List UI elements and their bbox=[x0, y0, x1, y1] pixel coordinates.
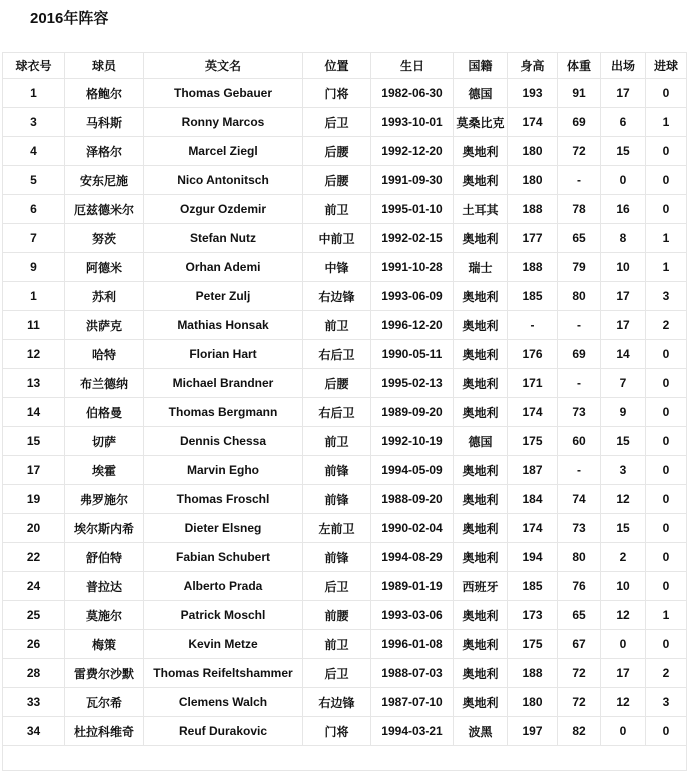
cell-birthday: 1988-09-20 bbox=[371, 485, 454, 514]
cell-jersey-number: 1 bbox=[3, 79, 65, 108]
cell-weight: 69 bbox=[558, 108, 601, 137]
cell-player-name-cn: 瓦尔希 bbox=[65, 688, 144, 717]
table-row bbox=[3, 601, 687, 630]
cell-weight: - bbox=[558, 369, 601, 398]
cell-player-name-cn: 杜拉科维奇 bbox=[65, 717, 144, 746]
cell-position: 右后卫 bbox=[303, 398, 371, 427]
cell-birthday: 1992-10-19 bbox=[371, 427, 454, 456]
cell-appearances: 3 bbox=[601, 456, 646, 485]
cell-goals: 3 bbox=[646, 688, 687, 717]
cell-appearances: 12 bbox=[601, 601, 646, 630]
table-row bbox=[3, 79, 687, 108]
cell-position: 中前卫 bbox=[303, 224, 371, 253]
cell-player-name-cn: 弗罗施尔 bbox=[65, 485, 144, 514]
cell-player-name-cn: 切萨 bbox=[65, 427, 144, 456]
cell-height: 180 bbox=[508, 137, 558, 166]
table-row bbox=[3, 543, 687, 572]
cell-appearances: 17 bbox=[601, 659, 646, 688]
roster-table-body bbox=[3, 79, 687, 746]
cell-nationality: 奥地利 bbox=[454, 166, 508, 195]
table-row bbox=[3, 717, 687, 746]
roster-table-head bbox=[3, 53, 687, 79]
cell-nationality: 奥地利 bbox=[454, 688, 508, 717]
cell-player-name-en: Ronny Marcos bbox=[144, 108, 303, 137]
cell-goals: 0 bbox=[646, 543, 687, 572]
cell-jersey-number: 9 bbox=[3, 253, 65, 282]
cell-goals: 0 bbox=[646, 137, 687, 166]
cell-birthday: 1995-02-13 bbox=[371, 369, 454, 398]
cell-player-name-cn: 埃霍 bbox=[65, 456, 144, 485]
cell-birthday: 1988-07-03 bbox=[371, 659, 454, 688]
table-row bbox=[3, 195, 687, 224]
cell-weight: 91 bbox=[558, 79, 601, 108]
cell-nationality: 奥地利 bbox=[454, 601, 508, 630]
cell-birthday: 1996-12-20 bbox=[371, 311, 454, 340]
column-header-weight: 体重 bbox=[558, 53, 601, 79]
cell-position: 门将 bbox=[303, 79, 371, 108]
cell-player-name-en: Stefan Nutz bbox=[144, 224, 303, 253]
cell-height: 185 bbox=[508, 282, 558, 311]
cell-player-name-cn: 舒伯特 bbox=[65, 543, 144, 572]
cell-goals: 0 bbox=[646, 427, 687, 456]
table-row bbox=[3, 485, 687, 514]
cell-jersey-number: 34 bbox=[3, 717, 65, 746]
table-row bbox=[3, 688, 687, 717]
cell-player-name-en: Orhan Ademi bbox=[144, 253, 303, 282]
table-row bbox=[3, 224, 687, 253]
cell-appearances: 6 bbox=[601, 108, 646, 137]
cell-nationality: 西班牙 bbox=[454, 572, 508, 601]
cell-height: 194 bbox=[508, 543, 558, 572]
cell-player-name-cn: 梅策 bbox=[65, 630, 144, 659]
cell-weight: - bbox=[558, 166, 601, 195]
cell-appearances: 15 bbox=[601, 137, 646, 166]
cell-goals: 2 bbox=[646, 659, 687, 688]
cell-height: 188 bbox=[508, 253, 558, 282]
cell-appearances: 0 bbox=[601, 717, 646, 746]
cell-player-name-en: Michael Brandner bbox=[144, 369, 303, 398]
cell-player-name-cn: 布兰德纳 bbox=[65, 369, 144, 398]
cell-position: 前卫 bbox=[303, 195, 371, 224]
cell-position: 门将 bbox=[303, 717, 371, 746]
cell-goals: 0 bbox=[646, 630, 687, 659]
column-header-player-name-cn: 球员 bbox=[65, 53, 144, 79]
cell-height: 188 bbox=[508, 195, 558, 224]
cell-player-name-cn: 泽格尔 bbox=[65, 137, 144, 166]
cell-position: 后腰 bbox=[303, 166, 371, 195]
cell-height: 175 bbox=[508, 630, 558, 659]
cell-player-name-cn: 莫施尔 bbox=[65, 601, 144, 630]
cell-birthday: 1996-01-08 bbox=[371, 630, 454, 659]
cell-height: 188 bbox=[508, 659, 558, 688]
cell-jersey-number: 26 bbox=[3, 630, 65, 659]
cell-jersey-number: 14 bbox=[3, 398, 65, 427]
cell-jersey-number: 20 bbox=[3, 514, 65, 543]
column-header-position: 位置 bbox=[303, 53, 371, 79]
cell-height: 187 bbox=[508, 456, 558, 485]
table-row bbox=[3, 108, 687, 137]
cell-jersey-number: 13 bbox=[3, 369, 65, 398]
cell-player-name-en: Thomas Gebauer bbox=[144, 79, 303, 108]
cell-nationality: 波黑 bbox=[454, 717, 508, 746]
cell-position: 中锋 bbox=[303, 253, 371, 282]
cell-height: 180 bbox=[508, 166, 558, 195]
cell-goals: 0 bbox=[646, 514, 687, 543]
table-row bbox=[3, 659, 687, 688]
cell-appearances: 15 bbox=[601, 514, 646, 543]
cell-appearances: 14 bbox=[601, 340, 646, 369]
cell-height: 175 bbox=[508, 427, 558, 456]
cell-height: 171 bbox=[508, 369, 558, 398]
cell-player-name-cn: 厄兹德米尔 bbox=[65, 195, 144, 224]
table-row bbox=[3, 369, 687, 398]
cell-position: 右边锋 bbox=[303, 688, 371, 717]
cell-birthday: 1994-05-09 bbox=[371, 456, 454, 485]
table-row bbox=[3, 282, 687, 311]
cell-height: 174 bbox=[508, 398, 558, 427]
cell-player-name-en: Peter Zulj bbox=[144, 282, 303, 311]
cell-player-name-en: Florian Hart bbox=[144, 340, 303, 369]
cell-jersey-number: 1 bbox=[3, 282, 65, 311]
cell-player-name-en: Ozgur Ozdemir bbox=[144, 195, 303, 224]
cell-height: 180 bbox=[508, 688, 558, 717]
cell-birthday: 1991-10-28 bbox=[371, 253, 454, 282]
cell-height: 176 bbox=[508, 340, 558, 369]
cell-position: 前锋 bbox=[303, 543, 371, 572]
cell-player-name-en: Thomas Bergmann bbox=[144, 398, 303, 427]
cell-height: 174 bbox=[508, 108, 558, 137]
cell-nationality: 奥地利 bbox=[454, 659, 508, 688]
cell-height: 184 bbox=[508, 485, 558, 514]
cell-nationality: 奥地利 bbox=[454, 398, 508, 427]
cell-goals: 1 bbox=[646, 601, 687, 630]
cell-jersey-number: 11 bbox=[3, 311, 65, 340]
cell-player-name-en: Patrick Moschl bbox=[144, 601, 303, 630]
cell-weight: 76 bbox=[558, 572, 601, 601]
cell-goals: 0 bbox=[646, 195, 687, 224]
empty-footer-cell bbox=[3, 746, 687, 771]
cell-jersey-number: 28 bbox=[3, 659, 65, 688]
cell-player-name-en: Alberto Prada bbox=[144, 572, 303, 601]
cell-player-name-en: Marcel Ziegl bbox=[144, 137, 303, 166]
cell-jersey-number: 3 bbox=[3, 108, 65, 137]
cell-player-name-cn: 伯格曼 bbox=[65, 398, 144, 427]
cell-weight: 67 bbox=[558, 630, 601, 659]
cell-weight: - bbox=[558, 456, 601, 485]
cell-jersey-number: 22 bbox=[3, 543, 65, 572]
cell-goals: 1 bbox=[646, 253, 687, 282]
cell-birthday: 1994-08-29 bbox=[371, 543, 454, 572]
cell-height: 185 bbox=[508, 572, 558, 601]
cell-nationality: 德国 bbox=[454, 79, 508, 108]
roster-table bbox=[2, 52, 687, 771]
cell-weight: 72 bbox=[558, 688, 601, 717]
cell-height: 197 bbox=[508, 717, 558, 746]
cell-jersey-number: 12 bbox=[3, 340, 65, 369]
cell-player-name-cn: 普拉达 bbox=[65, 572, 144, 601]
cell-appearances: 15 bbox=[601, 427, 646, 456]
cell-goals: 0 bbox=[646, 398, 687, 427]
cell-weight: 69 bbox=[558, 340, 601, 369]
cell-player-name-en: Fabian Schubert bbox=[144, 543, 303, 572]
cell-goals: 0 bbox=[646, 456, 687, 485]
cell-player-name-en: Reuf Durakovic bbox=[144, 717, 303, 746]
cell-position: 右后卫 bbox=[303, 340, 371, 369]
cell-appearances: 10 bbox=[601, 572, 646, 601]
cell-appearances: 10 bbox=[601, 253, 646, 282]
cell-birthday: 1994-03-21 bbox=[371, 717, 454, 746]
cell-birthday: 1990-05-11 bbox=[371, 340, 454, 369]
cell-player-name-en: Nico Antonitsch bbox=[144, 166, 303, 195]
cell-player-name-en: Thomas Froschl bbox=[144, 485, 303, 514]
cell-appearances: 2 bbox=[601, 543, 646, 572]
cell-birthday: 1995-01-10 bbox=[371, 195, 454, 224]
cell-jersey-number: 33 bbox=[3, 688, 65, 717]
cell-birthday: 1989-09-20 bbox=[371, 398, 454, 427]
cell-player-name-en: Kevin Metze bbox=[144, 630, 303, 659]
cell-appearances: 17 bbox=[601, 282, 646, 311]
cell-appearances: 17 bbox=[601, 79, 646, 108]
cell-nationality: 奥地利 bbox=[454, 543, 508, 572]
cell-goals: 0 bbox=[646, 166, 687, 195]
table-row bbox=[3, 340, 687, 369]
cell-nationality: 奥地利 bbox=[454, 137, 508, 166]
table-row bbox=[3, 137, 687, 166]
cell-position: 右边锋 bbox=[303, 282, 371, 311]
cell-player-name-cn: 洪萨克 bbox=[65, 311, 144, 340]
cell-position: 后卫 bbox=[303, 108, 371, 137]
cell-weight: 73 bbox=[558, 514, 601, 543]
cell-weight: 80 bbox=[558, 543, 601, 572]
cell-player-name-en: Thomas Reifeltshammer bbox=[144, 659, 303, 688]
cell-weight: 72 bbox=[558, 137, 601, 166]
table-row bbox=[3, 253, 687, 282]
cell-weight: 65 bbox=[558, 601, 601, 630]
cell-nationality: 瑞士 bbox=[454, 253, 508, 282]
cell-weight: 60 bbox=[558, 427, 601, 456]
cell-goals: 0 bbox=[646, 79, 687, 108]
cell-jersey-number: 4 bbox=[3, 137, 65, 166]
cell-appearances: 0 bbox=[601, 630, 646, 659]
cell-position: 前锋 bbox=[303, 456, 371, 485]
cell-weight: - bbox=[558, 311, 601, 340]
cell-appearances: 12 bbox=[601, 688, 646, 717]
cell-nationality: 奥地利 bbox=[454, 485, 508, 514]
cell-player-name-en: Clemens Walch bbox=[144, 688, 303, 717]
table-row bbox=[3, 398, 687, 427]
cell-jersey-number: 6 bbox=[3, 195, 65, 224]
cell-jersey-number: 15 bbox=[3, 427, 65, 456]
cell-jersey-number: 24 bbox=[3, 572, 65, 601]
cell-goals: 2 bbox=[646, 311, 687, 340]
cell-player-name-cn: 埃尔斯内希 bbox=[65, 514, 144, 543]
cell-birthday: 1982-06-30 bbox=[371, 79, 454, 108]
cell-nationality: 莫桑比克 bbox=[454, 108, 508, 137]
cell-player-name-en: Dennis Chessa bbox=[144, 427, 303, 456]
column-header-jersey-number: 球衣号 bbox=[3, 53, 65, 79]
cell-weight: 79 bbox=[558, 253, 601, 282]
cell-player-name-en: Mathias Honsak bbox=[144, 311, 303, 340]
cell-position: 左前卫 bbox=[303, 514, 371, 543]
cell-position: 后腰 bbox=[303, 137, 371, 166]
cell-player-name-cn: 马科斯 bbox=[65, 108, 144, 137]
cell-position: 前卫 bbox=[303, 311, 371, 340]
cell-goals: 0 bbox=[646, 572, 687, 601]
table-row bbox=[3, 456, 687, 485]
cell-weight: 80 bbox=[558, 282, 601, 311]
cell-nationality: 德国 bbox=[454, 427, 508, 456]
cell-goals: 3 bbox=[646, 282, 687, 311]
cell-player-name-cn: 苏利 bbox=[65, 282, 144, 311]
cell-weight: 74 bbox=[558, 485, 601, 514]
cell-jersey-number: 5 bbox=[3, 166, 65, 195]
cell-appearances: 17 bbox=[601, 311, 646, 340]
column-header-appearances: 出场 bbox=[601, 53, 646, 79]
cell-player-name-cn: 努茨 bbox=[65, 224, 144, 253]
cell-nationality: 奥地利 bbox=[454, 514, 508, 543]
column-header-player-name-en: 英文名 bbox=[144, 53, 303, 79]
cell-height: 174 bbox=[508, 514, 558, 543]
cell-jersey-number: 17 bbox=[3, 456, 65, 485]
roster-table-foot bbox=[3, 746, 687, 771]
cell-height: 177 bbox=[508, 224, 558, 253]
cell-goals: 1 bbox=[646, 224, 687, 253]
cell-nationality: 奥地利 bbox=[454, 224, 508, 253]
cell-weight: 65 bbox=[558, 224, 601, 253]
table-row bbox=[3, 514, 687, 543]
cell-birthday: 1993-06-09 bbox=[371, 282, 454, 311]
cell-position: 前卫 bbox=[303, 630, 371, 659]
table-row bbox=[3, 427, 687, 456]
column-header-nationality: 国籍 bbox=[454, 53, 508, 79]
cell-nationality: 土耳其 bbox=[454, 195, 508, 224]
cell-goals: 0 bbox=[646, 717, 687, 746]
cell-weight: 78 bbox=[558, 195, 601, 224]
cell-nationality: 奥地利 bbox=[454, 369, 508, 398]
cell-birthday: 1987-07-10 bbox=[371, 688, 454, 717]
cell-nationality: 奥地利 bbox=[454, 630, 508, 659]
table-row bbox=[3, 630, 687, 659]
cell-appearances: 9 bbox=[601, 398, 646, 427]
cell-goals: 0 bbox=[646, 485, 687, 514]
cell-player-name-cn: 格鲍尔 bbox=[65, 79, 144, 108]
table-row bbox=[3, 572, 687, 601]
cell-birthday: 1992-02-15 bbox=[371, 224, 454, 253]
cell-jersey-number: 25 bbox=[3, 601, 65, 630]
cell-position: 前腰 bbox=[303, 601, 371, 630]
cell-birthday: 1991-09-30 bbox=[371, 166, 454, 195]
cell-weight: 73 bbox=[558, 398, 601, 427]
cell-player-name-en: Marvin Egho bbox=[144, 456, 303, 485]
cell-appearances: 8 bbox=[601, 224, 646, 253]
table-row bbox=[3, 166, 687, 195]
column-header-goals: 进球 bbox=[646, 53, 687, 79]
cell-player-name-cn: 安东尼施 bbox=[65, 166, 144, 195]
column-header-birthday: 生日 bbox=[371, 53, 454, 79]
cell-nationality: 奥地利 bbox=[454, 340, 508, 369]
cell-appearances: 0 bbox=[601, 166, 646, 195]
cell-appearances: 12 bbox=[601, 485, 646, 514]
cell-player-name-en: Dieter Elsneg bbox=[144, 514, 303, 543]
empty-footer-row bbox=[3, 746, 687, 771]
cell-appearances: 7 bbox=[601, 369, 646, 398]
cell-jersey-number: 7 bbox=[3, 224, 65, 253]
cell-weight: 72 bbox=[558, 659, 601, 688]
table-row bbox=[3, 311, 687, 340]
cell-appearances: 16 bbox=[601, 195, 646, 224]
cell-player-name-cn: 哈特 bbox=[65, 340, 144, 369]
cell-birthday: 1993-10-01 bbox=[371, 108, 454, 137]
cell-birthday: 1992-12-20 bbox=[371, 137, 454, 166]
cell-height: - bbox=[508, 311, 558, 340]
cell-goals: 0 bbox=[646, 340, 687, 369]
cell-height: 173 bbox=[508, 601, 558, 630]
column-header-height: 身高 bbox=[508, 53, 558, 79]
cell-player-name-cn: 阿德米 bbox=[65, 253, 144, 282]
cell-position: 后卫 bbox=[303, 572, 371, 601]
cell-nationality: 奥地利 bbox=[454, 311, 508, 340]
cell-birthday: 1990-02-04 bbox=[371, 514, 454, 543]
cell-position: 前卫 bbox=[303, 427, 371, 456]
cell-nationality: 奥地利 bbox=[454, 282, 508, 311]
cell-goals: 0 bbox=[646, 369, 687, 398]
cell-birthday: 1989-01-19 bbox=[371, 572, 454, 601]
cell-birthday: 1993-03-06 bbox=[371, 601, 454, 630]
cell-jersey-number: 19 bbox=[3, 485, 65, 514]
cell-position: 前锋 bbox=[303, 485, 371, 514]
header-row bbox=[3, 53, 687, 79]
cell-position: 后腰 bbox=[303, 369, 371, 398]
cell-weight: 82 bbox=[558, 717, 601, 746]
cell-player-name-cn: 雷费尔沙默 bbox=[65, 659, 144, 688]
cell-position: 后卫 bbox=[303, 659, 371, 688]
cell-goals: 1 bbox=[646, 108, 687, 137]
cell-height: 193 bbox=[508, 79, 558, 108]
cell-nationality: 奥地利 bbox=[454, 456, 508, 485]
page-title: 2016年阵容 bbox=[30, 10, 109, 27]
